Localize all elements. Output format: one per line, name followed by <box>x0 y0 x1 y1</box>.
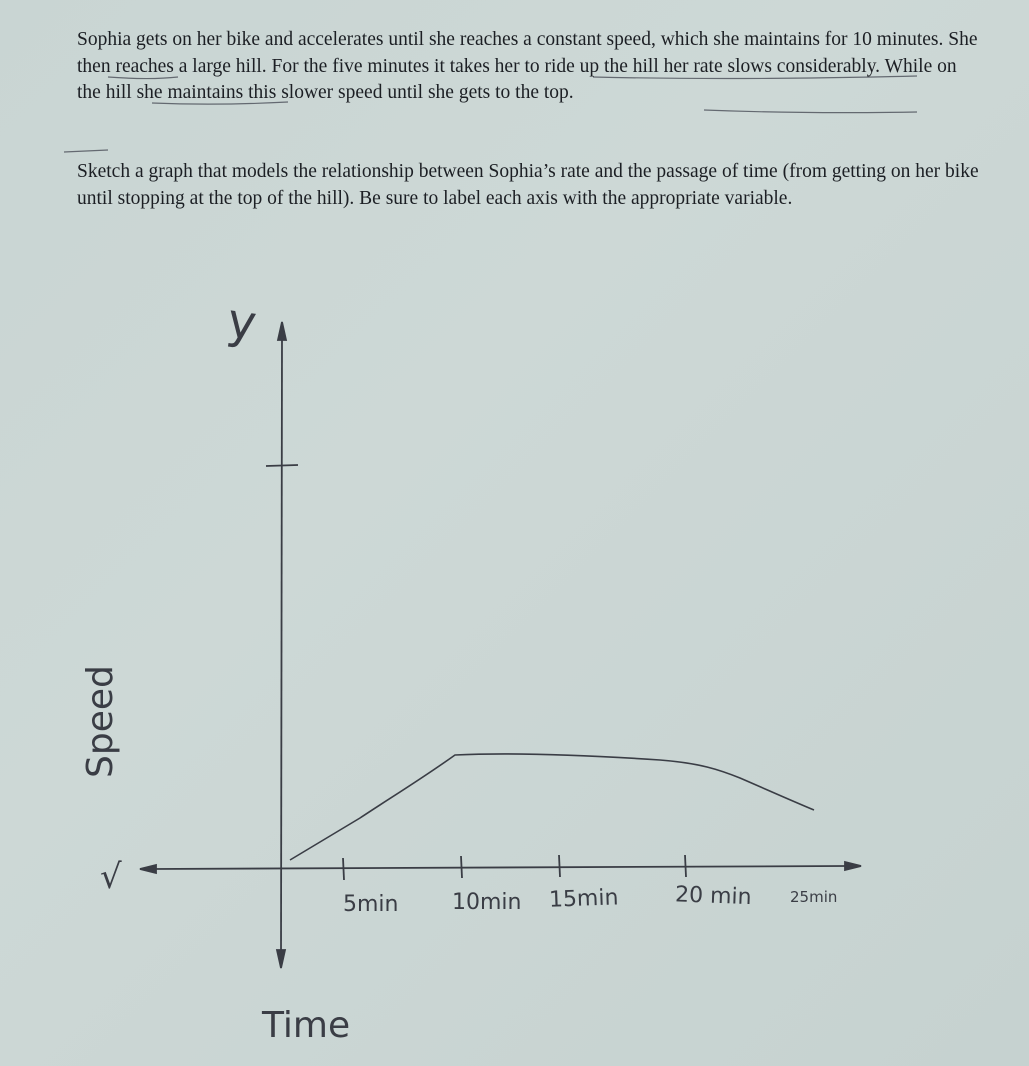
tick-label-20min: 20 min <box>674 882 753 911</box>
x-axis-letter: √ <box>100 857 122 897</box>
tick-label-5min: 5min <box>343 892 399 917</box>
y-axis-letter: y <box>223 292 260 352</box>
tick-label-15min: 15min <box>548 885 619 913</box>
speed-curve <box>290 754 814 860</box>
pencil-underlines <box>64 76 917 152</box>
y-axis <box>266 322 298 968</box>
y-axis-label: Speed <box>80 665 121 778</box>
x-axis <box>140 855 861 880</box>
tick-label-10min: 10min <box>452 890 522 915</box>
problem-paragraph-1: Sophia gets on her bike and accelerates until she reaches a constant speed, which she maintains for 10 minutes. She then reaches a large hill. For the five minutes it takes her to ride up the hill her rate slows considerably. While on the hill she maintains this slower speed until she gets to the top. <box>77 29 978 103</box>
problem-paragraph-2: Sketch a graph that models the relationship between Sophia’s rate and the passage of time (from getting on her bike until stopping at the top of the hill). Be sure to label each axis with the appropriate variable. <box>77 161 979 209</box>
tick-label-25min: 25min <box>790 888 838 906</box>
x-axis-label: Time <box>262 1005 351 1046</box>
